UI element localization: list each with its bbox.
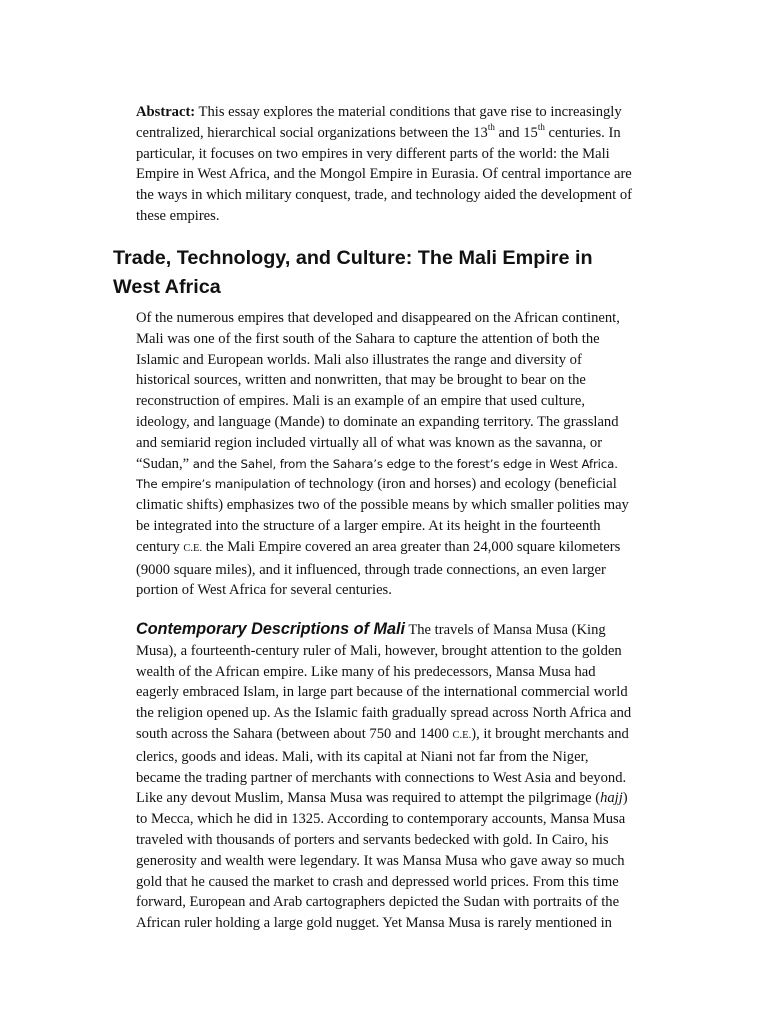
text-line: traveled with thousands of porters and servants bedecked with gold. In Cairo, his bbox=[136, 831, 609, 848]
text-line: historical sources, written and nonwritten, that may be brought to bear on the bbox=[136, 372, 586, 389]
abstract-line: particular, it focuses on two empires in very different parts of the world: the Mali bbox=[136, 145, 610, 162]
era-abbreviation: C.E. bbox=[452, 729, 472, 741]
text-line: Mali was one of the first south of the Sahara to capture the attention of both the bbox=[136, 330, 600, 347]
superscript: th bbox=[487, 121, 495, 132]
text-line: to Mecca, which he did in 1325. According to contemporary accounts, Mansa Musa bbox=[136, 811, 626, 828]
text-line bbox=[136, 537, 654, 560]
section-heading bbox=[113, 244, 658, 302]
body-paragraph-1 bbox=[136, 308, 654, 601]
inline-subheading: Contemporary Descriptions of Mali bbox=[136, 620, 405, 638]
text-segment: century bbox=[136, 538, 184, 555]
text-line: ideology, and language (Mande) to dominate an expanding territory. The grassland bbox=[136, 413, 619, 430]
text-line: eagerly embraced Islam, in large part because of the international commercial world bbox=[136, 684, 628, 701]
abstract-line bbox=[136, 123, 654, 144]
body-paragraph-2 bbox=[136, 619, 654, 934]
text-line: African ruler holding a large gold nugget. Yet Mansa Musa is rarely mentioned in bbox=[136, 915, 612, 932]
era-abbreviation: C.E. bbox=[183, 542, 203, 554]
text-line: Musa), a fourteenth-century ruler of Mali, however, brought attention to the golden bbox=[136, 642, 622, 659]
text-segment: ), it brought merchants and bbox=[471, 725, 629, 742]
text-line: portion of West Africa for several centuries. bbox=[136, 582, 392, 599]
text-line bbox=[136, 788, 654, 809]
abstract-text: and 15 bbox=[494, 124, 538, 141]
text-line: gold that he caused the market to crash and depressed world prices. From this time bbox=[136, 873, 619, 890]
text-line: wealth of the African empire. Like many of his predecessors, Mansa Musa had bbox=[136, 663, 596, 680]
text-line: (9000 square miles), and it influenced, through trade connections, an even larger bbox=[136, 561, 606, 578]
text-segment: south across the Sahara (between about 750 and 1400 bbox=[136, 725, 453, 742]
text-segment: and the Sahel, from the Sahara’s edge to the forest’s edge in West Africa. bbox=[189, 456, 618, 471]
text-line bbox=[136, 474, 654, 495]
abstract-text: centralized, hierarchical social organizations between the 13 bbox=[136, 124, 488, 141]
text-segment: The travels of Mansa Musa (King bbox=[404, 622, 606, 638]
heading-line: West Africa bbox=[113, 276, 221, 298]
text-segment: The empire’s manipulation of bbox=[136, 477, 306, 492]
abstract-text: centuries. In bbox=[544, 124, 621, 141]
heading-line: Trade, Technology, and Culture: The Mali Empire in bbox=[113, 247, 593, 269]
text-line: reconstruction of empires. Mali is an example of an empire that used culture, bbox=[136, 393, 586, 410]
text-line: and semiarid region included virtually all of what was known as the savanna, or bbox=[136, 434, 603, 451]
text-line: became the trading partner of merchants with connections to West Asia and beyond. bbox=[136, 769, 627, 786]
abstract-line: the ways in which military conquest, trade, and technology aided the development of bbox=[136, 187, 633, 204]
text-segment: technology (iron and horses) and ecology (beneficial bbox=[305, 476, 617, 493]
text-segment: ) bbox=[622, 790, 628, 807]
text-line bbox=[136, 724, 654, 747]
abstract-line bbox=[136, 102, 654, 123]
text-segment: the Mali Empire covered an area greater than 24,000 square kilometers bbox=[202, 538, 621, 555]
text-line: Islamic and European worlds. Mali also illustrates the range and diversity of bbox=[136, 351, 582, 368]
abstract-label: Abstract: bbox=[136, 104, 196, 120]
text-line: generosity and wealth were legendary. It was Mansa Musa who gave away so much bbox=[136, 852, 625, 869]
text-line: be integrated into the structure of a larger empire. At its height in the fourteenth bbox=[136, 517, 601, 534]
abstract-line: these empires. bbox=[136, 207, 220, 224]
abstract-paragraph bbox=[136, 102, 654, 227]
superscript: th bbox=[537, 121, 545, 132]
text-line: Of the numerous empires that developed and disappeared on the African continent, bbox=[136, 310, 620, 326]
text-line: clerics, goods and ideas. Mali, with its capital at Niani not far from the Niger, bbox=[136, 748, 589, 765]
italic-term: hajj bbox=[600, 790, 623, 807]
text-line: climatic shifts) emphasizes two of the possible means by which smaller polities may bbox=[136, 497, 629, 514]
abstract-text: This essay explores the material conditions that gave rise to increasingly bbox=[195, 104, 622, 120]
text-line bbox=[136, 619, 654, 641]
text-segment: “Sudan,” bbox=[136, 455, 190, 472]
text-line bbox=[136, 454, 654, 475]
abstract-line: Empire in West Africa, and the Mongol Empire in Eurasia. Of central importance are bbox=[136, 166, 632, 183]
text-line: forward, European and Arab cartographers depicted the Sudan with portraits of the bbox=[136, 894, 620, 911]
text-segment: Like any devout Muslim, Mansa Musa was required to attempt the pilgrimage ( bbox=[136, 790, 601, 807]
text-line: the religion opened up. As the Islamic faith gradually spread across North Africa and bbox=[136, 705, 632, 722]
